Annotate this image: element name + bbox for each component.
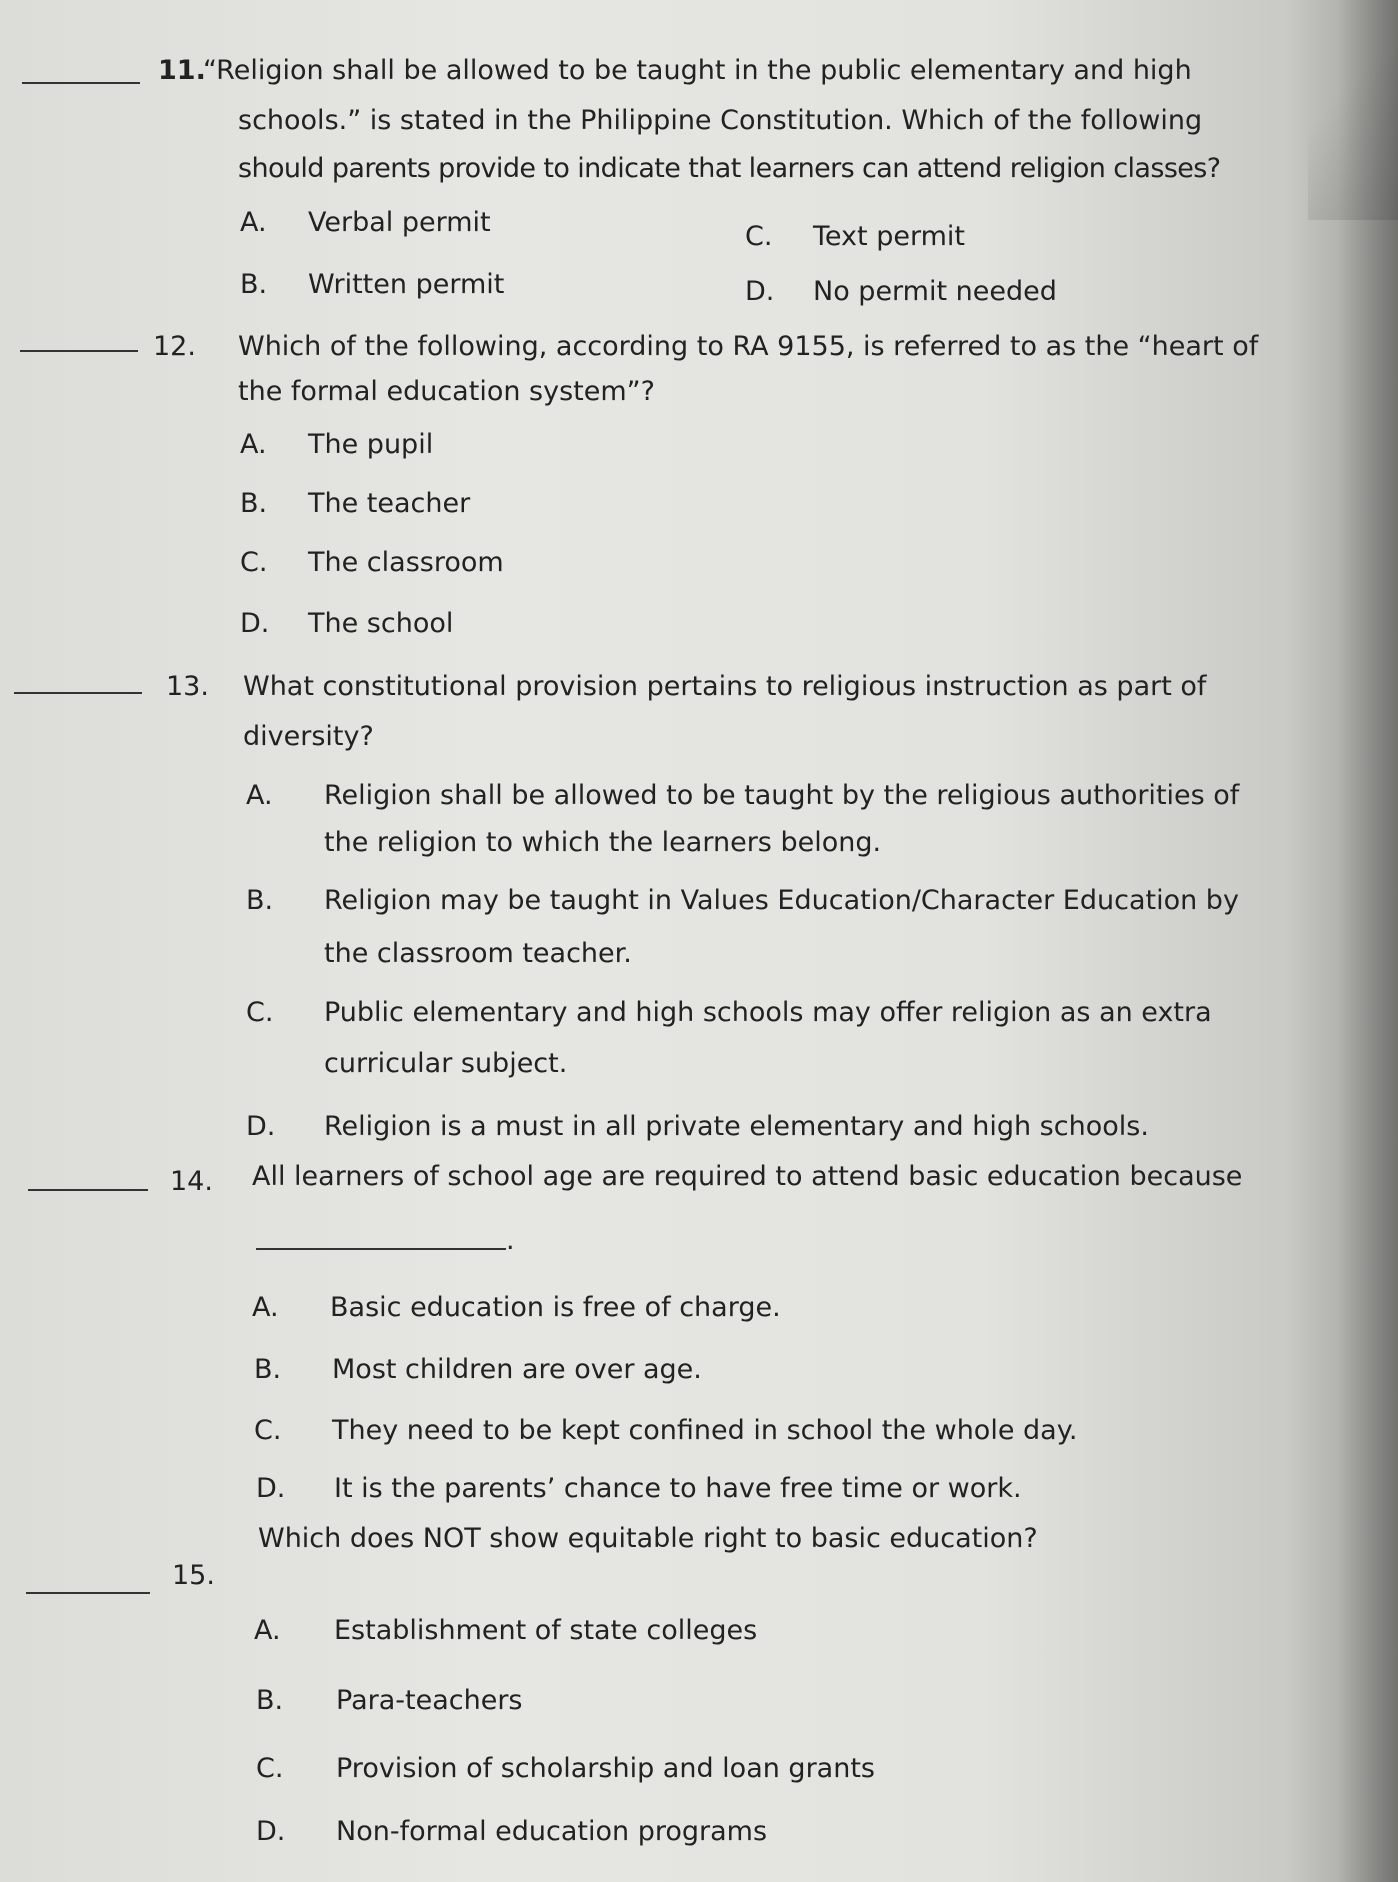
question-13-option-b[interactable] — [246, 884, 1239, 918]
question-14-option-a[interactable] — [252, 1291, 781, 1325]
option-text: Most children are over age. — [332, 1354, 702, 1385]
question-15-line-1: Which does NOT show equitable right to basic education? — [258, 1523, 1038, 1554]
option-letter: B. — [254, 1354, 282, 1385]
question-13-line-1: What constitutional provision pertains to religious instruction as part of — [243, 671, 1207, 702]
question-14-number: 14. — [170, 1166, 213, 1197]
option-letter: C. — [240, 547, 268, 578]
option-text: Establishment of state colleges — [334, 1615, 758, 1646]
question-11-line-3: should parents provide to indicate that learners can attend religion classes? — [238, 153, 1221, 184]
option-text: Written permit — [308, 269, 505, 300]
option-text: The teacher — [308, 488, 471, 519]
question-12-line-2: the formal education system”? — [238, 376, 655, 407]
question-11-option-c[interactable] — [745, 220, 965, 254]
question-11-line-2: schools.” is stated in the Philippine Constitution. Which of the following — [238, 105, 1203, 136]
question-11-option-b[interactable] — [240, 268, 504, 302]
question-13-option-b-cont: the classroom teacher. — [324, 938, 632, 969]
question-14-line-1: All learners of school age are required to attend basic education because — [252, 1161, 1243, 1192]
option-text: The school — [308, 608, 454, 639]
question-11-option-a[interactable] — [240, 206, 491, 240]
question-12-line-1: Which of the following, according to RA 9155, is referred to as the “heart of — [238, 331, 1259, 362]
question-13-option-c[interactable] — [246, 996, 1212, 1030]
option-letter: A. — [254, 1615, 281, 1646]
question-15-option-d[interactable] — [256, 1815, 767, 1849]
option-letter: C. — [254, 1415, 282, 1446]
option-letter: D. — [745, 276, 775, 307]
answer-blank-15[interactable] — [26, 1592, 150, 1594]
option-letter: D. — [240, 608, 270, 639]
option-text: Religion is a must in all private elementary and high schools. — [324, 1111, 1149, 1142]
question-12-option-a[interactable] — [240, 428, 433, 462]
question-15-option-a[interactable] — [254, 1614, 757, 1648]
option-text: They need to be kept confined in school the whole day. — [332, 1415, 1078, 1446]
question-13-line-2: diversity? — [243, 721, 374, 752]
option-letter: B. — [240, 488, 268, 519]
question-11-option-d[interactable] — [745, 275, 1057, 309]
option-text: Religion shall be allowed to be taught by the religious authorities of — [324, 780, 1240, 811]
option-letter: A. — [246, 780, 273, 811]
question-12-option-d[interactable] — [240, 607, 453, 641]
question-15-number: 15. — [172, 1560, 215, 1591]
option-letter: C. — [256, 1753, 284, 1784]
option-letter: A. — [252, 1292, 279, 1323]
question-11-line-1: “Religion shall be allowed to be taught in the public elementary and high — [203, 55, 1192, 86]
question-14-period: . — [506, 1225, 515, 1256]
option-text: Text permit — [813, 221, 965, 252]
question-14-option-b[interactable] — [254, 1353, 702, 1387]
question-12-option-b[interactable] — [240, 487, 470, 521]
option-letter: D. — [256, 1473, 286, 1504]
option-text: Public elementary and high schools may offer religion as an extra — [324, 997, 1212, 1028]
option-text: The pupil — [308, 429, 434, 460]
answer-blank-14-inline[interactable] — [256, 1248, 506, 1250]
option-letter: B. — [246, 885, 274, 916]
question-13-option-d[interactable] — [246, 1110, 1149, 1144]
option-text: Basic education is free of charge. — [330, 1292, 781, 1323]
option-text: The classroom — [308, 547, 504, 578]
option-letter: A. — [240, 207, 267, 238]
option-text: Religion may be taught in Values Education/Character Education by — [324, 885, 1239, 916]
answer-blank-13[interactable] — [14, 692, 142, 694]
answer-blank-12[interactable] — [20, 350, 138, 352]
question-11-number: 11. — [158, 55, 206, 86]
option-text: Non-formal education programs — [336, 1816, 768, 1847]
question-15-option-b[interactable] — [256, 1684, 522, 1718]
option-text: No permit needed — [813, 276, 1057, 307]
question-14-option-d[interactable] — [256, 1472, 1022, 1506]
option-letter: B. — [256, 1685, 284, 1716]
question-14-option-c[interactable] — [254, 1414, 1077, 1448]
option-text: Verbal permit — [308, 207, 491, 238]
option-letter: A. — [240, 429, 267, 460]
option-letter: D. — [246, 1111, 276, 1142]
option-letter: B. — [240, 269, 268, 300]
question-15-option-c[interactable] — [256, 1752, 875, 1786]
question-12-number: 12. — [153, 331, 196, 362]
option-text: It is the parents’ chance to have free time or work. — [334, 1473, 1022, 1504]
answer-blank-14[interactable] — [28, 1189, 148, 1191]
option-letter: D. — [256, 1816, 286, 1847]
option-letter: C. — [246, 997, 274, 1028]
answer-blank-11[interactable] — [22, 82, 140, 84]
page-edge-shadow — [1338, 0, 1398, 1882]
question-12-option-c[interactable] — [240, 546, 504, 580]
option-text: Provision of scholarship and loan grants — [336, 1753, 875, 1784]
question-13-option-a-cont: the religion to which the learners belong. — [324, 827, 882, 858]
question-13-option-c-cont: curricular subject. — [324, 1048, 568, 1079]
question-13-number: 13. — [166, 671, 209, 702]
option-letter: C. — [745, 221, 773, 252]
option-text: Para-teachers — [336, 1685, 523, 1716]
question-13-option-a[interactable] — [246, 779, 1239, 813]
